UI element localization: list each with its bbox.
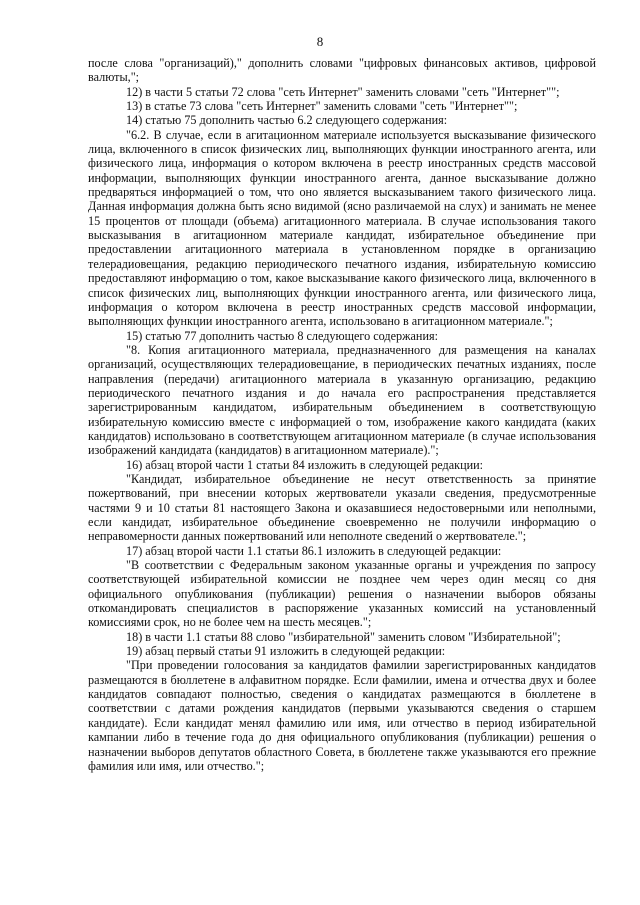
paragraph-item-14: 14) статью 75 дополнить частью 6.2 следующего содержания: xyxy=(126,113,448,128)
paragraph-quote-8: "8. Копия агитационного материала, предназначенного для размещения на каналах организаций, осуществляющих телерадиовещание, в периодических печатных изданиях, после направления (передачи) агитационного материала в указанную организацию, редакцию периодического печатного издания и до начала его распространения представляется зарегистрированным кандидатом, избирательным объединением в соответствующую избирательную комиссию вместе с информацией о том, изображение какого кандидата (каких кандидатов) использовано в соответствующем агитационном материале (в случае использования изображений кандидата (кандидатов) в агитационном материале)."; xyxy=(88,342,596,458)
paragraph-quote-6-2: "6.2. В случае, если в агитационном материале используется высказывание физического лица, включенного в список физических лиц, выполняющих функции иностранного агента, или физического лица, информация о котором включена в реестр иностранных средств массовой информации, выполняющих функции иностранного агента, данное высказывание должно предваряться информацией о том, что оно является высказыванием такого физического лица. Данная информация должна быть ясно видимой (ясно различаемой на слух) и занимать не менее 15 процентов от площади (объема) агитационного материала. В случае использования такого высказывания в агитационном материале кандидат, избирательное объединение при предоставлении агитационного материала в установленном порядке в организацию телерадиовещания, редакцию периодического печатного издания, избирательную комиссию предоставляют информацию о том, какое высказывание какого физического лица, включенного в список физических лиц, выполняющих функции иностранного агента, или физического лица, информация о котором включена в реестр иностранных средств массовой информации, выполняющих функции иностранного агента, использовано в агитационном материале."; xyxy=(88,127,596,329)
paragraph-item-18: 18) в части 1.1 статьи 88 слово "избирательной" заменить словом "Избирательной"; xyxy=(126,629,561,644)
paragraph-quote-federal-law: "В соответствии с Федеральным законом указанные органы и учреждения по запросу соответствующей избирательной комиссии не позднее чем через один месяц со дня официального опубликования (публикации) решения о назначении выборов обязаны откомандировать специалистов в распоряжение указанных комиссий на установленный комиссиями срок, но не более чем на шесть месяцев."; xyxy=(88,558,596,630)
paragraph-continuation: после слова "организаций)," дополнить словами "цифровых финансовых активов, цифровой валюты,"; xyxy=(88,56,596,85)
paragraph-item-16: 16) абзац второй части 1 статьи 84 изложить в следующей редакции: xyxy=(126,457,484,472)
paragraph-item-15: 15) статью 77 дополнить частью 8 следующего содержания: xyxy=(126,328,438,343)
paragraph-quote-candidate: "Кандидат, избирательное объединение не несут ответственность за принятие пожертвований, при внесении которых жертвователи указали сведения, предусмотренные частями 9 и 10 статьи 81 настоящего Закона и оказавшиеся недостоверными или неполными, если кандидат, избирательное объединение своевременно не получили информацию о неправомерности данных пожертвований или неполноте сведений о жертвователе."; xyxy=(88,471,596,544)
document-body xyxy=(88,56,596,773)
page-number: 8 xyxy=(316,34,324,49)
paragraph-quote-ballot: "При проведении голосования за кандидатов фамилии зарегистрированных кандидатов размещаются в бюллетене в алфавитном порядке. Если фамилии, имена и отчества двух и более кандидатов совпадают полностью, сведения о кандидатах размещаются в бюллетене в соответствии с датами рождения кандидатов (первыми указываются сведения о старшем кандидате). Если кандидат менял фамилию или имя, или отчество в период избирательной кампании либо в течение года до дня официального опубликования (публикации) решения о назначении выборов депутатов областного Совета, в бюллетене также указываются его прежние фамилия или имя, или отчество."; xyxy=(88,658,596,773)
paragraph-item-13: 13) в статье 73 слова "сеть Интернет" заменить словами "сеть "Интернет""; xyxy=(126,99,518,114)
paragraph-item-12: 12) в части 5 статьи 72 слова "сеть Интернет" заменить словами "сеть "Интернет""; xyxy=(126,84,560,99)
paragraph-item-17: 17) абзац второй части 1.1 статьи 86.1 изложить в следующей редакции: xyxy=(126,543,502,558)
paragraph-item-19: 19) абзац первый статьи 91 изложить в следующей редакции: xyxy=(126,644,446,659)
